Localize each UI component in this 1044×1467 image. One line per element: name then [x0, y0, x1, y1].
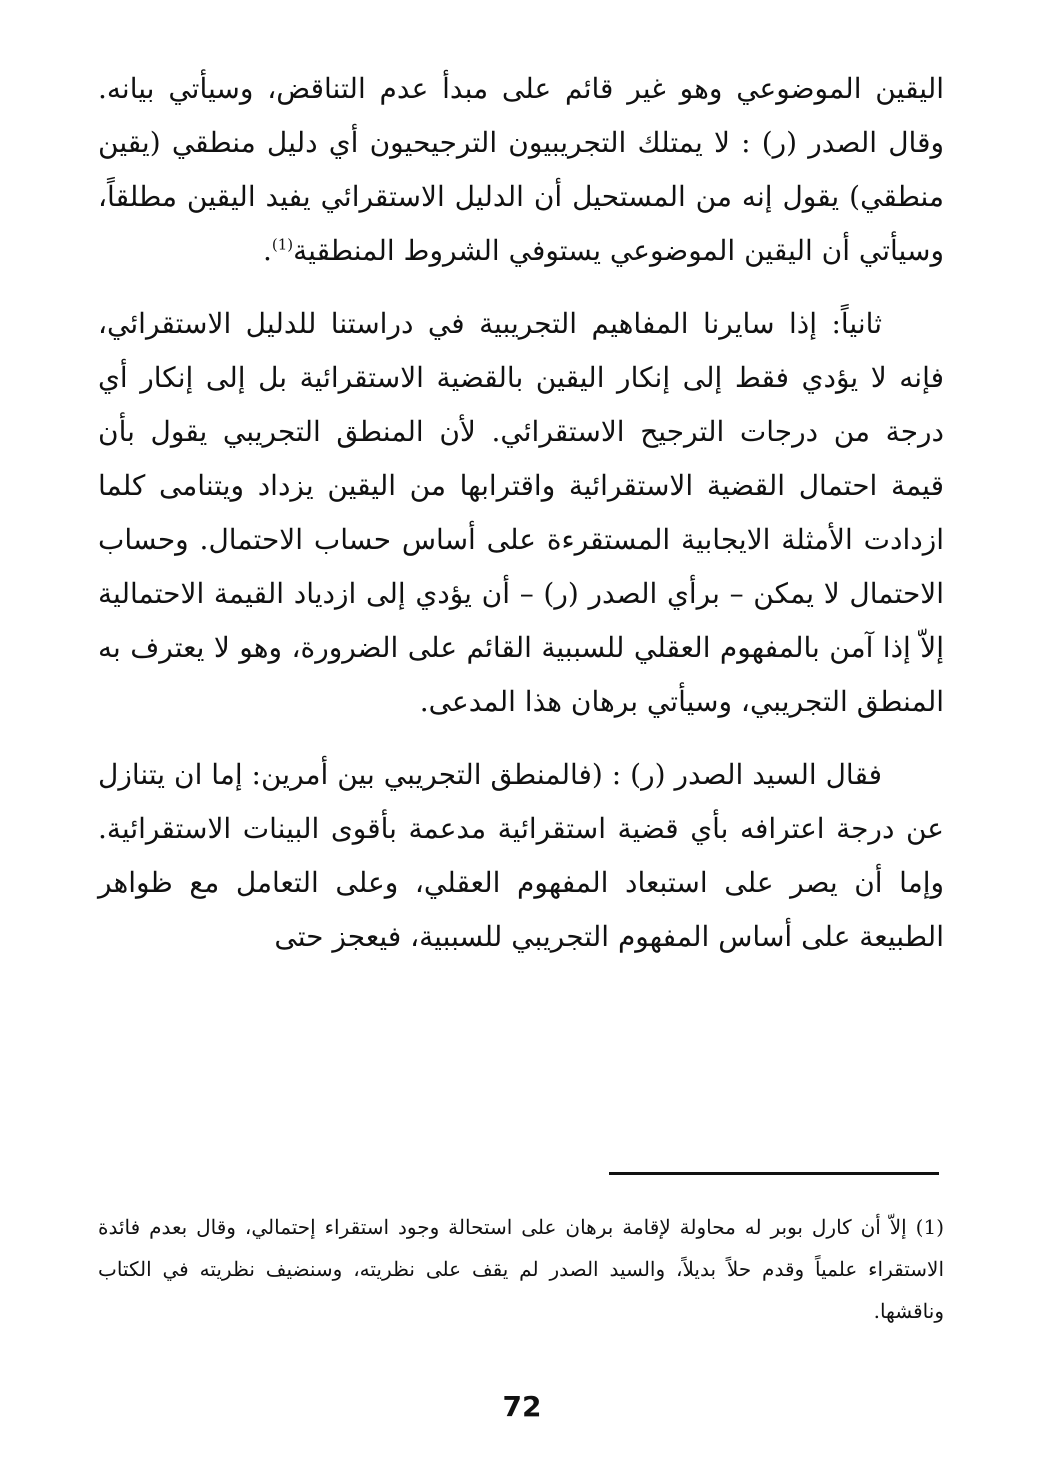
footnote-separator [609, 1172, 939, 1175]
footnote-reference[interactable]: (1) [271, 235, 294, 254]
page-number: 72 [502, 1390, 542, 1423]
footnote-1: (1) إلاّ أن كارل بوبر له محاولة لإقامة برهان على استحالة وجود استقراء إحتمالي، وقال بعدم فائدة الاستقراء علمياً وقدم حلاً بديلاً، والسيد الصدر لم يقف على نظريته، وسنضيف نظريته في الكتاب وناقشها. [98, 1215, 944, 1323]
paragraph-1-text: اليقين الموضوعي وهو غير قائم على مبدأ عدم التناقض، وسيأتي بيانه. وقال الصدر (ر) : لا يمتلك التجريبيون الترجيحيون أي دليل منطقي (يقين منطقي) يقول إنه من المستحيل أن الدليل الاستقرائي يفيد اليقين مطلقاً، وسيأتي أن اليقين الموضوعي يستوفي الشروط المنطقية [98, 72, 944, 267]
paragraph-1 [98, 62, 944, 278]
main-text [98, 62, 944, 964]
paragraph-3: فقال السيد الصدر (ر) : (فالمنطق التجريبي بين أمرين: إما ان يتنازل عن درجة اعترافه بأي قضية استقرائية مدعمة بأقوى البينات الاستقرائية. وإما أن يصر على استبعاد المفهوم العقلي، وعلى التعامل مع ظواهر الطبيعة على أساس المفهوم التجريبي للسببية، فيعجز حتى [98, 758, 944, 953]
footnotes [98, 1206, 944, 1332]
paragraph-1-tail: . [262, 234, 272, 267]
paragraph-2: ثانياً: إذا سايرنا المفاهيم التجريبية في دراستنا للدليل الاستقرائي، فإنه لا يؤدي فقط إلى إنكار اليقين بالقضية الاستقرائية بل إلى إنكار أي درجة من درجات الترجيح الاستقرائي. لأن المنطق التجريبي يقول بأن قيمة احتمال القضية الاستقرائية واقترابها من اليقين يزداد ويتنامى كلما ازدادت الأمثلة الايجابية المستقرءة على أساس حساب الاحتمال. وحساب الاحتمال لا يمكن – برأي الصدر (ر) – أن يؤدي إلى ازدياد القيمة الاحتمالية إلاّ إذا آمن بالمفهوم العقلي للسببية القائم على الضرورة، وهو لا يعترف به المنطق التجريبي، وسيأتي برهان هذا المدعى. [98, 307, 944, 718]
